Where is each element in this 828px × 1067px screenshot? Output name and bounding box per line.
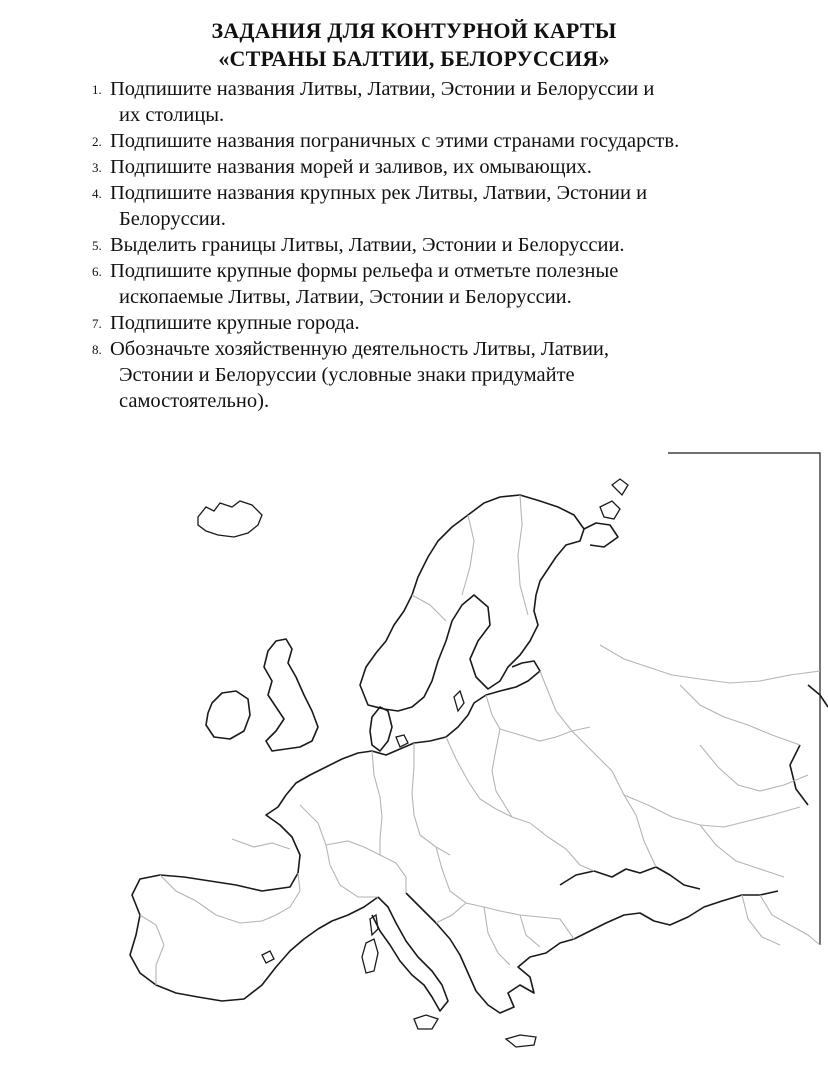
task-number: 6. bbox=[92, 264, 102, 279]
italy-coastline bbox=[372, 897, 448, 1011]
task-text-continued: Белоруссии. bbox=[119, 208, 226, 230]
scandinavia-coastline bbox=[360, 495, 584, 711]
crete-outline bbox=[506, 1035, 536, 1047]
arctic-island bbox=[612, 479, 628, 495]
task-item-5 bbox=[92, 232, 792, 258]
iceland-outline bbox=[198, 501, 262, 537]
task-item-4 bbox=[92, 180, 792, 232]
western-coastline bbox=[130, 795, 378, 1001]
task-item-3 bbox=[92, 154, 792, 180]
task-number: 4. bbox=[92, 186, 102, 201]
worksheet-title-line-1: ЗАДАНИЯ ДЛЯ КОНТУРНОЙ КАРТЫ bbox=[211, 18, 617, 43]
task-text: Обозначьте хозяйственную деятельность Литвы, Латвии, bbox=[110, 338, 610, 360]
map-svg bbox=[0, 445, 828, 1067]
balearic-outline bbox=[262, 951, 274, 963]
map-frame-line bbox=[668, 453, 820, 945]
task-item-7 bbox=[92, 310, 792, 336]
denmark-coastline bbox=[370, 707, 392, 751]
sicily-outline bbox=[414, 1015, 438, 1029]
task-number: 2. bbox=[92, 134, 102, 149]
task-number: 8. bbox=[92, 342, 102, 357]
black-sea-north-coast bbox=[560, 867, 700, 889]
country-borders bbox=[140, 645, 820, 985]
great-britain-coastline bbox=[264, 639, 318, 751]
caspian-coastline bbox=[790, 685, 828, 805]
task-text-continued: Эстонии и Белоруссии (условные знаки придумайте bbox=[119, 364, 575, 386]
task-text-continued: их столицы. bbox=[119, 104, 225, 126]
task-item-6 bbox=[92, 258, 792, 310]
ireland-coastline bbox=[206, 691, 250, 739]
gotland-outline bbox=[454, 691, 464, 711]
kola-coastline bbox=[584, 523, 618, 547]
europe-outline-map bbox=[0, 445, 828, 1067]
task-text: Подпишите названия крупных рек Литвы, Латвии, Эстонии и bbox=[110, 182, 648, 204]
task-number: 3. bbox=[92, 160, 102, 175]
arctic-island bbox=[600, 501, 620, 519]
task-text-continued: ископаемые Литвы, Латвии, Эстонии и Белоруссии. bbox=[119, 286, 572, 308]
task-number: 1. bbox=[92, 82, 102, 97]
task-item-1 bbox=[92, 76, 792, 128]
task-text: Подпишите названия Литвы, Латвии, Эстонии и Белоруссии и bbox=[110, 78, 655, 100]
task-text-continued: самостоятельно). bbox=[119, 390, 270, 412]
task-list bbox=[92, 76, 792, 414]
task-number: 5. bbox=[92, 238, 102, 253]
task-number: 7. bbox=[92, 316, 102, 331]
task-item-2 bbox=[92, 128, 792, 154]
task-text: Выделить границы Литвы, Латвии, Эстонии и Белоруссии. bbox=[110, 234, 625, 256]
sardinia-outline bbox=[362, 939, 378, 973]
task-text: Подпишите крупные формы рельефа и отметьте полезные bbox=[110, 260, 619, 282]
task-text: Подпишите крупные города. bbox=[110, 312, 360, 334]
task-text: Подпишите названия морей и заливов, их омывающих. bbox=[110, 156, 592, 178]
worksheet-title-line-2: «СТРАНЫ БАЛТИИ, БЕЛОРУССИЯ» bbox=[218, 46, 610, 71]
danish-island bbox=[396, 735, 408, 747]
task-item-8 bbox=[92, 336, 792, 414]
task-text: Подпишите названия пограничных с этими странами государств. bbox=[110, 130, 680, 152]
